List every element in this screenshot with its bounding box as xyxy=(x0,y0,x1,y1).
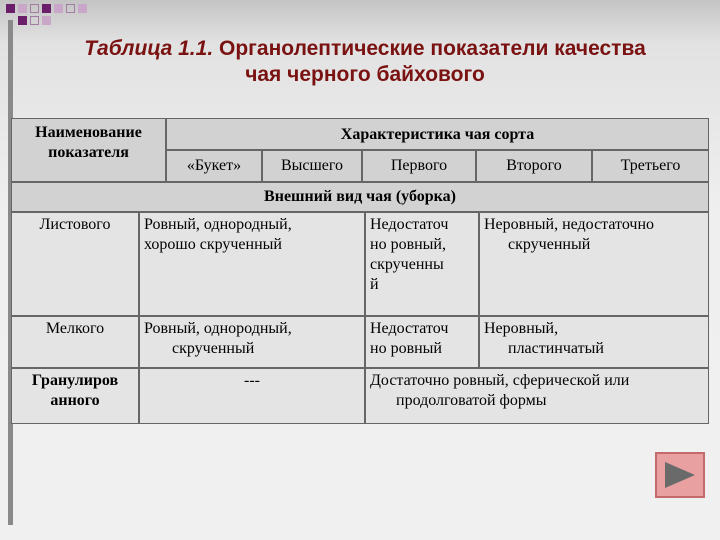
title-line2: чая черного байхового xyxy=(245,63,485,86)
grade-buket: «Букет» xyxy=(166,150,262,182)
header-name-line2: показателя xyxy=(48,144,129,161)
row1-c1-line2: хорошо скрученный xyxy=(144,236,282,253)
header-indicator-name xyxy=(11,118,166,182)
header-name-line1: Наименование xyxy=(35,124,142,141)
row1-c2-line4: й xyxy=(370,276,379,293)
table-number: Таблица 1.1. xyxy=(84,37,214,60)
grade-first: Первого xyxy=(362,150,476,182)
play-triangle-icon xyxy=(663,460,697,490)
grade-second: Второго xyxy=(476,150,592,182)
section-appearance: Внешний вид чая (уборка) xyxy=(11,182,709,212)
row2-c1-line2: скрученный xyxy=(172,340,255,357)
row2-c3-line2: пластинчатый xyxy=(508,340,604,357)
title-line1: Органолептические показатели качества xyxy=(213,37,646,60)
row-name-leaf: Листового xyxy=(11,212,139,316)
row3-name-line2: анного xyxy=(50,392,100,409)
row3-c23-line1: Достаточно ровный, сферической или xyxy=(370,372,630,389)
row1-c3-line1: Неровный, недостаточно xyxy=(484,216,655,233)
row2-c2-line1: Недостаточ xyxy=(370,320,449,337)
next-slide-button[interactable] xyxy=(655,452,705,498)
row1-c2-line3: скрученны xyxy=(370,256,444,273)
row3-c23-line2: продолговатой формы xyxy=(396,392,547,409)
row2-c2-line2: но ровный xyxy=(370,340,442,357)
row1-c1-line1: Ровный, однородный, xyxy=(144,216,292,233)
row1-buket-highest xyxy=(139,212,365,316)
row2-c1-line1: Ровный, однородный, xyxy=(144,320,292,337)
row1-first xyxy=(365,212,479,316)
corner-decoration xyxy=(0,0,150,30)
row-name-small: Мелкого xyxy=(11,316,139,368)
row1-second-third xyxy=(479,212,709,316)
grade-third: Третьего xyxy=(592,150,709,182)
row-name-granulated xyxy=(11,368,139,424)
row3-first-to-third xyxy=(365,368,709,424)
header-characteristic: Характеристика чая сорта xyxy=(166,118,709,150)
row3-buket-highest: --- xyxy=(139,368,365,424)
page-title xyxy=(30,36,700,88)
row2-first xyxy=(365,316,479,368)
row1-c3-line2: скрученный xyxy=(508,236,591,253)
grade-highest: Высшего xyxy=(262,150,362,182)
row2-buket-highest xyxy=(139,316,365,368)
row1-c2-line1: Недостаточ xyxy=(370,216,449,233)
row3-name-line1: Гранулиров xyxy=(31,372,119,389)
row1-c2-line2: но ровный, xyxy=(370,236,446,253)
row2-second-third xyxy=(479,316,709,368)
row2-c3-line1: Неровный, xyxy=(484,320,559,337)
